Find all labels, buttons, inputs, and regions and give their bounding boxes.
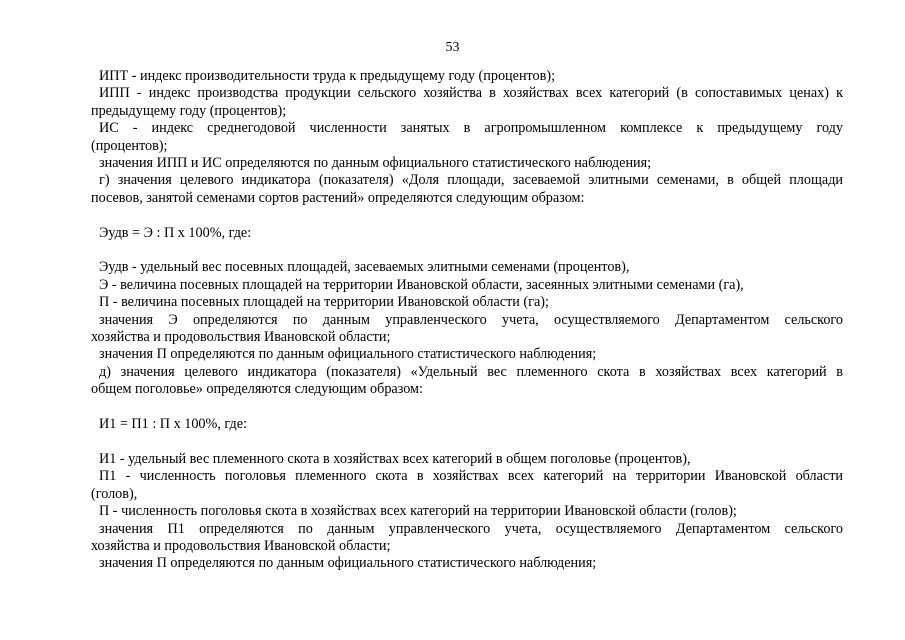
blank-line — [99, 242, 843, 259]
text-line: значения ИПП и ИС определяются по данным официального статистического наблюдения; — [99, 155, 652, 172]
text-line: (процентов); — [91, 137, 168, 154]
paragraph — [99, 294, 843, 311]
paragraph — [91, 468, 843, 503]
blank-line — [99, 399, 843, 416]
blank-line — [99, 207, 843, 224]
text-line: значения П определяются по данным официального статистического наблюдения; — [99, 555, 597, 572]
paragraph — [91, 363, 843, 399]
paragraph — [99, 155, 843, 172]
paragraph — [99, 259, 843, 276]
text-line: хозяйства и продовольствия Ивановской области; — [91, 537, 391, 554]
text-line: ИПТ - индекс производительности труда к предыдущему году (процентов); — [99, 68, 556, 84]
text-line: П - величина посевных площадей на территории Ивановской области (га); — [99, 294, 549, 311]
paragraph — [99, 225, 843, 242]
paragraph — [99, 451, 843, 468]
text-line: г) значения целевого индикатора (показателя) «Доля площади, засеваемой элитными семенами, в общей площади — [99, 172, 843, 189]
paragraph — [99, 555, 843, 572]
paragraph — [91, 311, 843, 347]
text-line: значения П1 определяются по данным управленческого учета, осуществляемого Департаментом сельского — [99, 520, 843, 537]
paragraph — [99, 416, 843, 433]
text-line: хозяйства и продовольствия Ивановской области; — [91, 329, 391, 346]
paragraph — [91, 172, 843, 207]
paragraph — [99, 277, 843, 294]
text-line: д) значения целевого индикатора (показателя) «Удельный вес племенного скота в хозяйствах всех категорий в — [99, 363, 843, 380]
text-line: общем поголовье» определяются следующим образом: — [91, 381, 423, 398]
paragraph — [91, 520, 843, 556]
paragraph — [99, 68, 843, 85]
document-body — [91, 68, 843, 573]
text-line: И1 - удельный вес племенного скота в хозяйствах всех категорий в общем поголовье (процентов), — [99, 450, 691, 467]
text-line: предыдущему году (процентов); — [91, 102, 287, 119]
paragraph — [91, 120, 843, 155]
paragraph — [99, 346, 843, 363]
text-line: П1 - численность поголовья племенного скота в хозяйствах всех категорий на территории Ивановской области — [99, 468, 843, 485]
text-line: значения П определяются по данным официального статистического наблюдения; — [99, 346, 597, 363]
text-line: Э - величина посевных площадей на территории Ивановской области, засеянных элитными семенами (га), — [99, 276, 744, 293]
text-line: И1 = П1 : П х 100%, где: — [99, 416, 248, 433]
blank-line — [99, 433, 843, 450]
paragraph — [99, 503, 843, 520]
text-line: значения Э определяются по данным управленческого учета, осуществляемого Департаментом сельского — [99, 311, 843, 328]
text-line: посевов, занятой семенами сортов растений» определяются следующим образом: — [91, 189, 585, 206]
page-number: 53 — [445, 40, 460, 55]
paragraph — [91, 85, 843, 120]
text-line: (голов), — [91, 485, 138, 502]
text-line: Эудв = Э : П х 100%, где: — [99, 224, 252, 241]
text-line: ИС - индекс среднегодовой численности занятых в агропромышленном комплексе к предыдущему году — [99, 120, 843, 137]
text-line: ИПП - индекс производства продукции сельского хозяйства в хозяйствах всех категорий (в сопоставимых ценах) к — [99, 85, 843, 102]
text-line: П - численность поголовья скота в хозяйствах всех категорий на территории Ивановской области (голов); — [99, 503, 737, 520]
text-line: Эудв - удельный вес посевных площадей, засеваемых элитными семенами (процентов), — [99, 259, 630, 276]
